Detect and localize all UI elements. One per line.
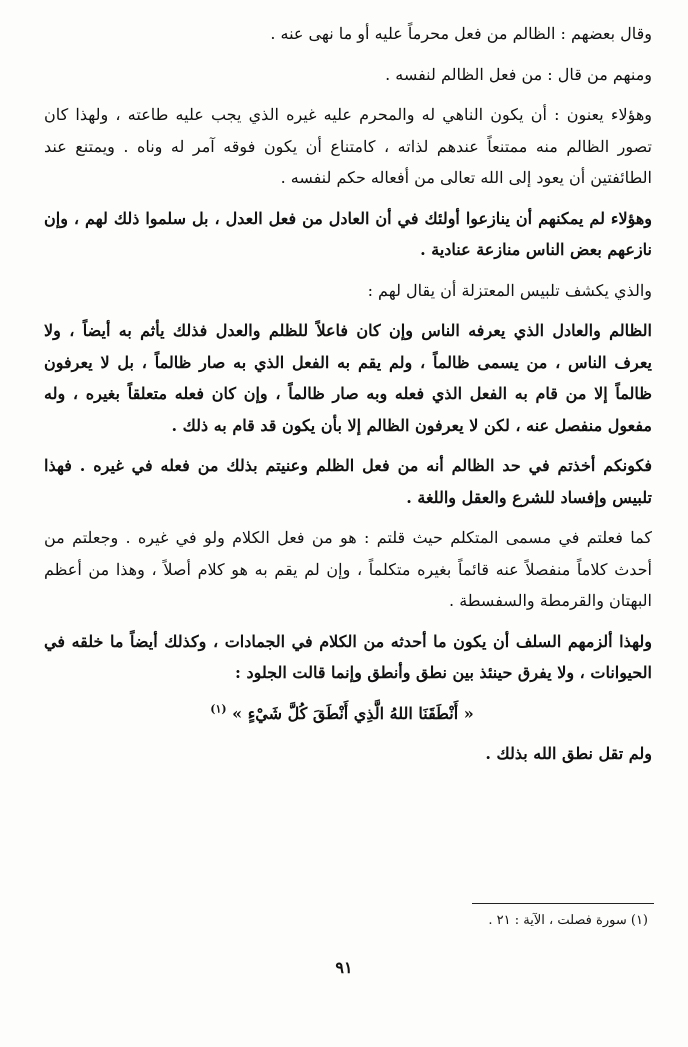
page-number: ٩١	[335, 958, 353, 977]
paragraph: الظالم والعادل الذي يعرفه الناس وإن كان فاعلاً للظلم والعدل فذلك يأثم به أيضاً ، ولا يعرف الناس ، من يسمى ظالماً ، ولم يقم به الفعل الذي به صار ظالماً ، بل لا يعرفون ظالماً إلا من قام به الفعل الذي فعله وبه صار ظالماً ، وإن كان فعله متعلقاً بغيره ، وله مفعول منفصل عنه ، لكن لا يعرفون الظالم إلا بأن يكون قد قام به ذلك .	[44, 321, 652, 435]
footnote-reference: (١)	[210, 702, 227, 716]
closing-line: ولم تقل نطق الله بذلك .	[485, 744, 652, 763]
footnote: (١) سورة فصلت ، الآية : ٢١ .	[488, 913, 648, 928]
paragraph: ولهذا ألزمهم السلف أن يكون ما أحدثه من الكلام في الجمادات ، وكذلك أيضاً ما خلقه في الحيوانات ، ولا يفرق حينئذ بين نطق وأنطق وإنما قالت الجلود :	[44, 631, 652, 682]
body-text	[44, 18, 652, 779]
paragraph: وقال بعضهم : الظالم من فعل محرماً عليه أو ما نهى عنه .	[270, 24, 652, 43]
quran-verse	[44, 698, 652, 730]
footnote-divider	[472, 903, 654, 904]
paragraph: كما فعلتم في مسمى المتكلم حيث قلتم : هو من فعل الكلام ولو في غيره . وجعلتم من أحدث كلاماً منفصلاً عنه قائماً بغيره متكلماً ، وإن لم يقم به هو كلام أصلاً ، وهذا من أعظم البهتان والقرمطة والسفسطة .	[44, 528, 652, 610]
verse-text: « أَنْطَقَنَا اللهُ الَّذِي أَنْطَقَ كُلَّ شَيْءٍ »	[232, 703, 474, 723]
paragraph: وهؤلاء يعنون : أن يكون الناهي له والمحرم عليه غيره الذي يجب عليه طاعته ، ولهذا كان تصور الظالم منه ممتنعاً عندهم لذاته ، كامتناع أن يكون فوقه آمر له وناه . ويمتنع عند الطائفتين أن يعود إلى الله تعالى من أفعاله حكم لنفسه .	[44, 105, 652, 187]
paragraph: فكونكم أخذتم في حد الظالم أنه من فعل الظلم وعنيتم بذلك من فعله في غيره . فهذا تلبيس وإفساد للشرع والعقل واللغة .	[44, 456, 652, 507]
paragraph: والذي يكشف تلبيس المعتزلة أن يقال لهم :	[367, 280, 652, 300]
paragraph: وهؤلاء لم يمكنهم أن ينازعوا أولئك في أن العادل من فعل العدل ، بل سلموا ذلك لهم ، وإن نازعهم بعض الناس منازعة عنادية .	[44, 208, 652, 259]
paragraph: ومنهم من قال : من فعل الظالم لنفسه .	[385, 64, 652, 84]
